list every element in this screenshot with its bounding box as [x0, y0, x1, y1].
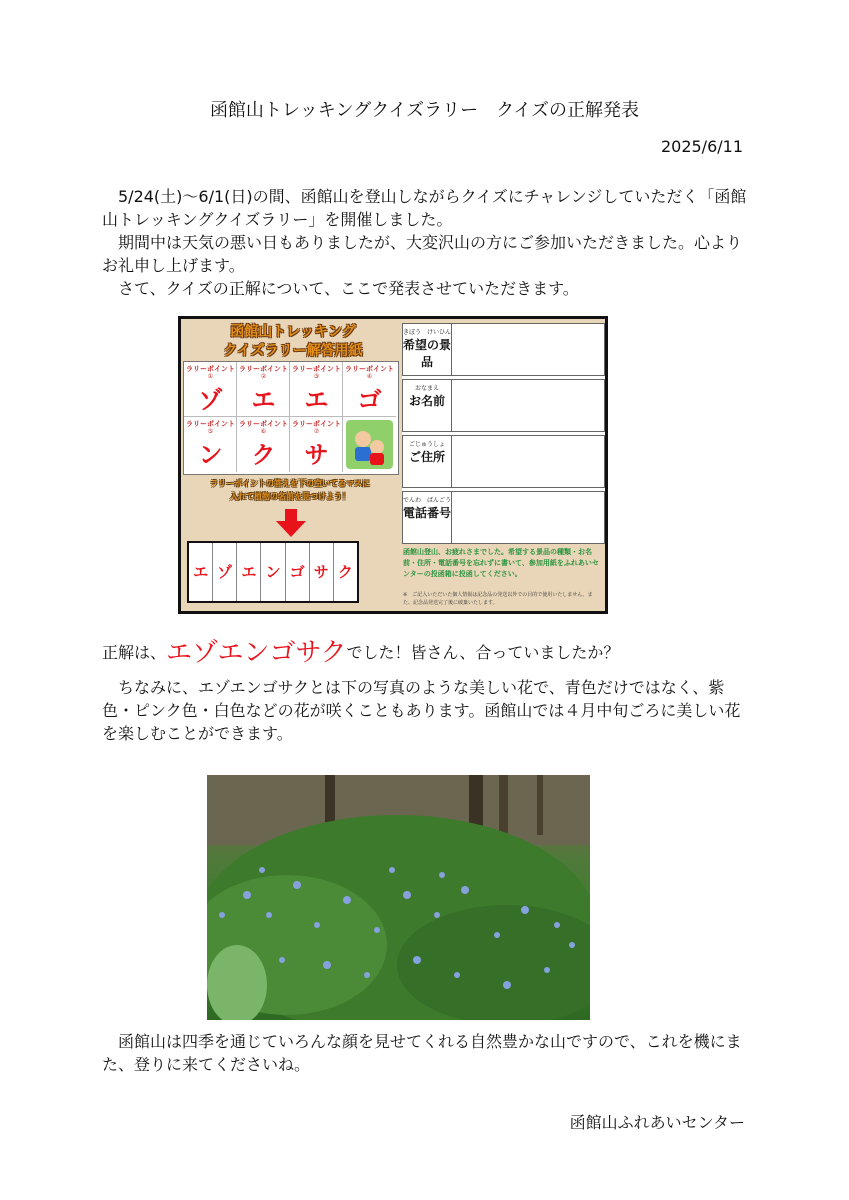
answer-box: エ	[189, 543, 213, 601]
sheet-instruction	[183, 477, 397, 503]
rally-point-cell	[290, 362, 343, 417]
form-label-text: お名前	[408, 394, 445, 408]
sheet-note: 函館山登山、お疲れさまでした。希望する景品の種類・お名前・住所・電話番号を忘れずに書いて、参加用紙をふれあいセンターの投函箱に投函してください。	[403, 548, 599, 578]
sheet-title	[195, 323, 391, 361]
flower-photo-illustration	[207, 775, 590, 1020]
rally-point-label: ラリーポイント	[186, 365, 235, 373]
sheet-instruction-line-1: ラリーポイントの答えを下の空いてるマスに	[210, 479, 370, 488]
sheet-title-line-2: クイズラリー解答用紙	[223, 343, 363, 359]
answer-box: ゾ	[213, 543, 237, 601]
publish-date: 2025/6/11	[660, 137, 743, 156]
rally-point-label: ラリーポイント	[292, 365, 341, 373]
answer-box: ク	[337, 563, 353, 581]
rally-point-grid	[183, 361, 399, 475]
sheet-instruction-line-2: 入れて植物の名前を見つけよう！	[230, 492, 350, 501]
rally-point-answer: ゾ	[198, 386, 223, 414]
answer-prefix: 正解は、	[102, 643, 167, 662]
form-label-prize	[403, 324, 452, 375]
intro-paragraph-1: 5/24(土)～6/1(日)の間、函館山を登山しながらクイズにチャレンジしていただく「函館山トレッキングクイズラリー」を開催しました。	[102, 187, 747, 229]
rally-point-number: ②	[260, 373, 267, 380]
form-row-address	[402, 435, 605, 488]
flower-photo	[207, 775, 590, 1020]
answer-word: エゾエンゴサク	[166, 638, 347, 668]
mascot-illustration	[343, 417, 396, 472]
mascot-icon	[343, 417, 396, 472]
rally-point-label: ラリーポイント	[345, 365, 394, 373]
form-row-name	[402, 379, 605, 432]
answer-suffix: でした！皆さん、合っていましたか？	[346, 643, 620, 662]
rally-point-number: ③	[313, 373, 320, 380]
answer-boxes	[187, 541, 359, 603]
intro-section	[102, 185, 752, 300]
rally-point-label: ラリーポイント	[239, 365, 288, 373]
form-label-text: 電話番号	[403, 506, 452, 520]
rally-point-answer: エ	[304, 386, 329, 414]
rally-point-number: ④	[366, 373, 373, 380]
rally-point-answer: サ	[304, 441, 329, 469]
rally-point-label: ラリーポイント	[186, 420, 235, 428]
rally-point-answer: ク	[251, 441, 276, 469]
rally-point-number: ⑦	[313, 428, 320, 435]
rally-point-answer: ゴ	[357, 386, 382, 414]
page-title: 函館山トレッキングクイズラリー クイズの正解発表	[209, 100, 640, 121]
form-label-text: ご住所	[408, 450, 445, 464]
form-ruby: おなまえ	[414, 385, 439, 392]
quiz-answer-sheet-image	[178, 316, 608, 614]
answer-announcement	[102, 632, 619, 669]
form-label-address	[403, 436, 452, 487]
form-ruby: ごじゅうしょ	[408, 441, 445, 448]
answer-box: ゴ	[286, 543, 310, 601]
down-arrow-icon	[276, 509, 306, 537]
answer-box: サ	[310, 543, 334, 601]
answer-box: エ	[237, 543, 261, 601]
rally-point-cell	[237, 417, 290, 472]
form-ruby: きぼう けいひん	[403, 329, 452, 336]
sheet-privacy-note: ※ ご記入いただいた個人情報は記念品の発送以外での目的で使用いたしません。また、記念品発送完了後に破棄いたします。	[403, 592, 593, 606]
rally-point-cell	[184, 362, 237, 417]
intro-paragraph-2: 期間中は天気の悪い日もありましたが、大変沢山の方にご参加いただきました。心よりお礼申し上げます。	[102, 233, 743, 275]
entry-form	[402, 323, 605, 543]
rally-point-cell	[237, 362, 290, 417]
signature: 函館山ふれあいセンター	[569, 1113, 745, 1132]
rally-point-answer: エ	[251, 386, 276, 414]
form-row-phone	[402, 491, 605, 544]
rally-point-number: ⑤	[207, 428, 214, 435]
form-row-prize	[402, 323, 605, 376]
rally-point-cell	[290, 417, 343, 472]
answer-box: ン	[261, 543, 285, 601]
closing-paragraph: 函館山は四季を通じていろんな顔を見せてくれる自然豊かな山ですので、これを機にまた、登りに来てくださいね。	[102, 1032, 742, 1074]
rally-point-label: ラリーポイント	[292, 420, 341, 428]
rally-point-cell	[343, 362, 396, 417]
intro-paragraph-3: さて、クイズの正解について、ここで発表させていただきます。	[118, 279, 579, 298]
form-label-text: 希望の景品	[403, 338, 452, 369]
form-ruby: でんわ ばんごう	[403, 497, 452, 504]
rally-point-number: ①	[207, 373, 214, 380]
sheet-title-line-1: 函館山トレッキング	[230, 324, 356, 340]
rally-point-answer: ン	[198, 441, 223, 469]
form-label-name	[403, 380, 452, 431]
rally-point-number: ⑥	[260, 428, 267, 435]
rally-point-cell	[184, 417, 237, 472]
form-label-phone	[403, 492, 452, 543]
rally-point-label: ラリーポイント	[239, 420, 288, 428]
explanation-paragraph: ちなみに、エゾエンゴサクとは下の写真のような美しい花で、青色だけではなく、紫色・ピンク色・白色などの花が咲くこともあります。函館山では４月中旬ごろに美しい花を楽しむことができます。	[102, 678, 741, 743]
